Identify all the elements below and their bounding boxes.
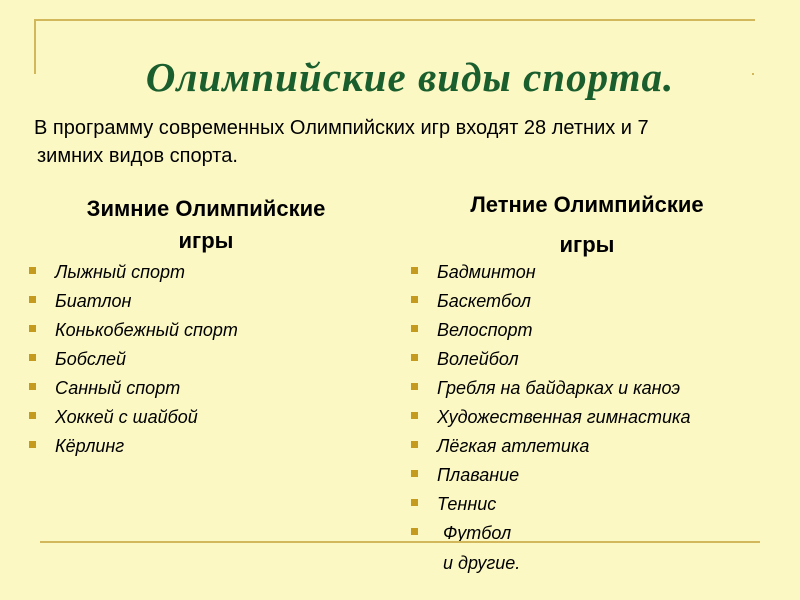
square-bullet-icon xyxy=(29,354,36,361)
square-bullet-icon xyxy=(411,296,418,303)
square-bullet-icon xyxy=(29,412,36,419)
sport-label: Баскетбол xyxy=(437,291,531,311)
winter-heading-line-2: игры xyxy=(178,228,234,253)
sport-label: Велоспорт xyxy=(437,320,533,340)
slide-title: Олимпийские виды спорта. xyxy=(145,54,675,101)
summer-heading-line-1: Летние Олимпийские xyxy=(470,192,704,217)
winter-heading-line-1: Зимние Олимпийские xyxy=(86,196,326,221)
square-bullet-icon xyxy=(29,325,36,332)
square-bullet-icon xyxy=(411,412,418,419)
sport-label: Бадминтон xyxy=(437,262,536,282)
intro-line-1: В программу современных Олимпийских игр входят 28 летних и 7 xyxy=(34,117,649,139)
sport-label: Конькобежный спорт xyxy=(55,320,238,340)
winter-heading xyxy=(26,193,386,257)
square-bullet-icon xyxy=(29,383,36,390)
square-bullet-icon xyxy=(411,267,418,274)
summer-heading xyxy=(411,185,763,265)
sport-label: Лыжный спорт xyxy=(55,262,186,282)
intro-line-2: зимних видов спорта. xyxy=(37,145,238,167)
sport-label: Художественная гимнастика xyxy=(437,407,691,427)
top-divider xyxy=(34,19,755,21)
bottom-divider xyxy=(40,541,760,543)
square-bullet-icon xyxy=(411,528,418,535)
sport-label: Биатлон xyxy=(55,291,132,311)
summer-heading-line-2: игры xyxy=(559,232,615,257)
square-bullet-icon xyxy=(411,354,418,361)
and-others-text: и другие. xyxy=(443,553,521,573)
square-bullet-icon xyxy=(29,441,36,448)
sport-label: Хоккей с шайбой xyxy=(55,407,198,427)
sport-label: Санный спорт xyxy=(55,378,181,398)
square-bullet-icon xyxy=(411,383,418,390)
sport-label: Плавание xyxy=(437,465,520,485)
sport-label: Теннис xyxy=(437,494,497,514)
sport-label: Лёгкая атлетика xyxy=(437,436,590,456)
square-bullet-icon xyxy=(411,325,418,332)
square-bullet-icon xyxy=(411,470,418,477)
sport-label: Бобслей xyxy=(55,349,127,369)
sport-label: Волейбол xyxy=(437,349,519,369)
sport-label: Гребля на байдарках и каноэ xyxy=(437,378,681,398)
square-bullet-icon xyxy=(29,296,36,303)
square-bullet-icon xyxy=(29,267,36,274)
sport-label: Футбол xyxy=(443,523,512,543)
sport-label: Кёрлинг xyxy=(55,436,125,456)
square-bullet-icon xyxy=(411,499,418,506)
square-bullet-icon xyxy=(411,441,418,448)
intro-text xyxy=(34,114,794,170)
